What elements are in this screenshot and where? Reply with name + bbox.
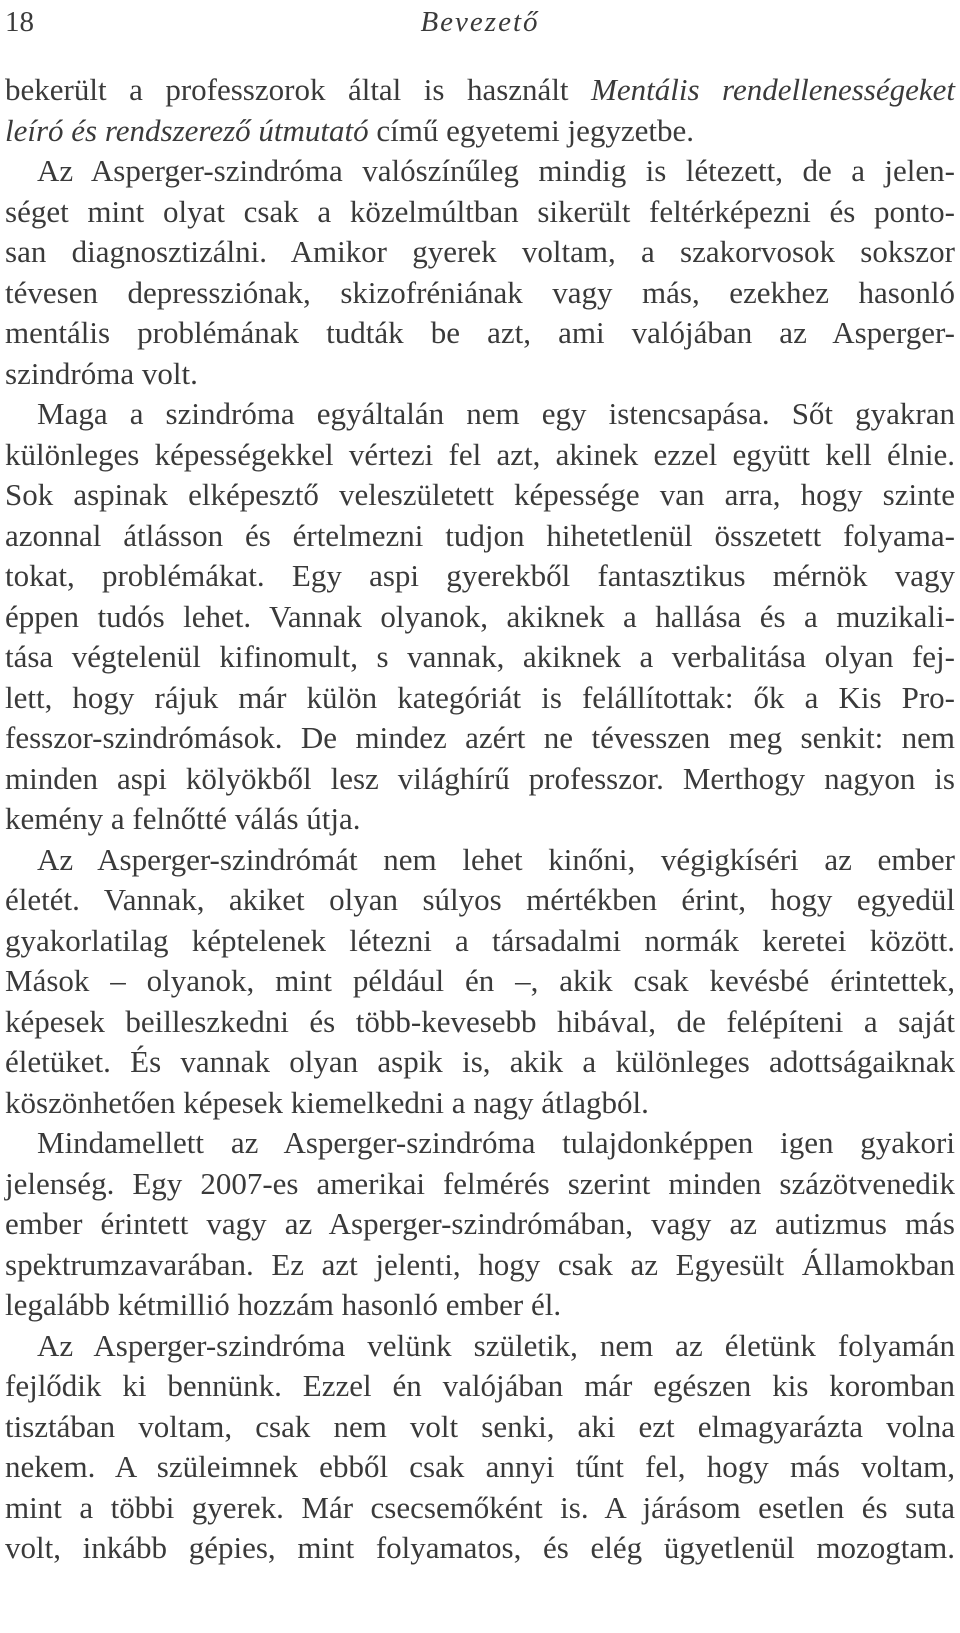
text-line [5, 961, 955, 1002]
text-line [5, 151, 955, 192]
text-line [5, 1528, 955, 1569]
text-segment: képesek beilleszkedni és több-kevesebb hibával, de felépíteni a saját [5, 1003, 955, 1039]
running-head [5, 2, 955, 42]
text-line [5, 718, 955, 759]
text-line [5, 1488, 955, 1529]
text-segment: spektrumzavarában. Ez azt jelenti, hogy csak az Egyesült Államokban [5, 1246, 955, 1282]
text-segment: Az Asperger-szindróma valószínűleg mindig is létezett, de a jelen- [37, 153, 955, 188]
text-line [5, 192, 955, 233]
text-line [5, 1285, 955, 1326]
text-line [5, 111, 955, 152]
text-segment: jelenség. Egy 2007-es amerikai felmérés szerint minden százötvenedik [5, 1165, 955, 1201]
text-segment: című egyetemi jegyzetbe. [368, 112, 695, 148]
text-segment: szindróma volt. [5, 355, 198, 391]
text-segment: fesszor-szindrómások. De mindez azért ne tévesszen meg senkit: nem [5, 720, 955, 755]
text-line [5, 840, 955, 881]
text-segment: volt, inkább gépies, mint folyamatos, és elég ügyetlenül mozogtam. [5, 1530, 955, 1565]
running-title: Bevezető [420, 6, 540, 38]
body-text [5, 70, 955, 1569]
text-segment: életüket. És vannak olyan aspik is, akik a különleges adottságaiknak [5, 1044, 955, 1079]
text-segment: nekem. A szüleimnek ebből csak annyi tűnt fel, hogy más voltam, [5, 1449, 955, 1484]
page-number: 18 [5, 6, 34, 38]
text-line [5, 1042, 955, 1083]
text-segment: fejlődik ki bennünk. Ezzel én valójában már egészen kis koromban [5, 1368, 955, 1403]
text-segment: ember érintett vagy az Asperger-szindrómában, vagy az autizmus más [5, 1206, 955, 1241]
text-segment: életét. Vannak, akiket olyan súlyos mértékben érint, hogy egyedül [5, 882, 955, 917]
italic-text: Mentális rendellenességeket [591, 72, 955, 107]
text-segment: séget mint olyat csak a közelmúltban sikerült feltérképezni és ponto- [5, 193, 955, 229]
text-segment: kemény a felnőtté válás útja. [5, 801, 361, 836]
text-segment: minden aspi kölyökből lesz világhírű professzor. Merthogy nagyon is [5, 760, 955, 796]
text-line [5, 273, 955, 314]
text-segment: Az Asperger-szindrómát nem lehet kinőni, végigkíséri az ember [37, 841, 955, 877]
text-line [5, 1083, 955, 1124]
text-line [5, 1447, 955, 1488]
text-line [5, 394, 955, 435]
text-line [5, 921, 955, 962]
text-line [5, 678, 955, 719]
text-line [5, 880, 955, 921]
text-segment: tévesen depressziónak, skizofréniának vagy más, ezekhez hasonló [5, 274, 955, 310]
text-line [5, 1366, 955, 1407]
text-line [5, 475, 955, 516]
text-segment: Az Asperger-szindróma velünk születik, nem az életünk folyamán [37, 1327, 955, 1363]
text-line [5, 799, 955, 840]
text-line [5, 637, 955, 678]
text-segment: Maga a szindróma egyáltalán nem egy istencsapása. Sőt gyakran [37, 396, 955, 431]
text-segment: legalább kétmillió hozzám hasonló ember él. [5, 1287, 562, 1322]
text-line [5, 70, 955, 111]
text-line [5, 1407, 955, 1448]
text-segment: mentális problémának tudták be azt, ami valójában az Asperger- [5, 315, 955, 350]
text-segment: különleges képességekkel vértezi fel azt, akinek ezzel együtt kell élnie. [5, 436, 955, 472]
text-line [5, 435, 955, 476]
text-segment: san diagnosztizálni. Amikor gyerek voltam, a szakorvosok sokszor [5, 234, 955, 269]
text-line [5, 1002, 955, 1043]
text-line [5, 1123, 955, 1164]
italic-text: leíró és rendszerező útmutató [5, 112, 369, 148]
text-segment: azonnal átlásson és értelmezni tudjon hihetetlenül összetett folyama- [5, 517, 955, 553]
text-segment: tisztában voltam, csak nem volt senki, aki ezt elmagyarázta volna [5, 1408, 955, 1444]
text-segment: éppen tudós lehet. Vannak olyanok, akiknek a hallása és a muzikali- [5, 598, 955, 634]
text-line [5, 313, 955, 354]
text-line [5, 232, 955, 273]
text-segment: Mások – olyanok, mint például én –, akik csak kevésbé érintettek, [5, 963, 955, 998]
text-segment: mint a többi gyerek. Már csecsemőként is. A járásom esetlen és suta [5, 1489, 955, 1525]
text-segment: köszönhetően képesek kiemelkedni a nagy átlagból. [5, 1084, 649, 1120]
text-line [5, 1326, 955, 1367]
text-line [5, 597, 955, 638]
text-segment: lett, hogy rájuk már külön kategóriát is felállítottak: ők a Kis Pro- [5, 679, 955, 715]
text-line [5, 516, 955, 557]
text-line [5, 556, 955, 597]
text-segment: Sok aspinak elképesztő veleszületett képessége van arra, hogy szinte [5, 477, 955, 512]
text-line [5, 759, 955, 800]
text-line [5, 1245, 955, 1286]
text-segment: gyakorlatilag képtelenek létezni a társadalmi normák keretei között. [5, 922, 955, 958]
text-line [5, 1204, 955, 1245]
text-line [5, 1164, 955, 1205]
text-segment: Mindamellett az Asperger-szindróma tulajdonképpen igen gyakori [37, 1125, 955, 1160]
text-segment: bekerült a professzorok által is használt [5, 72, 592, 107]
text-segment: tokat, problémákat. Egy aspi gyerekből fantasztikus mérnök vagy [5, 558, 955, 593]
text-segment: tása végtelenül kifinomult, s vannak, akiknek a verbalitása olyan fej- [5, 639, 955, 674]
text-line [5, 354, 955, 395]
